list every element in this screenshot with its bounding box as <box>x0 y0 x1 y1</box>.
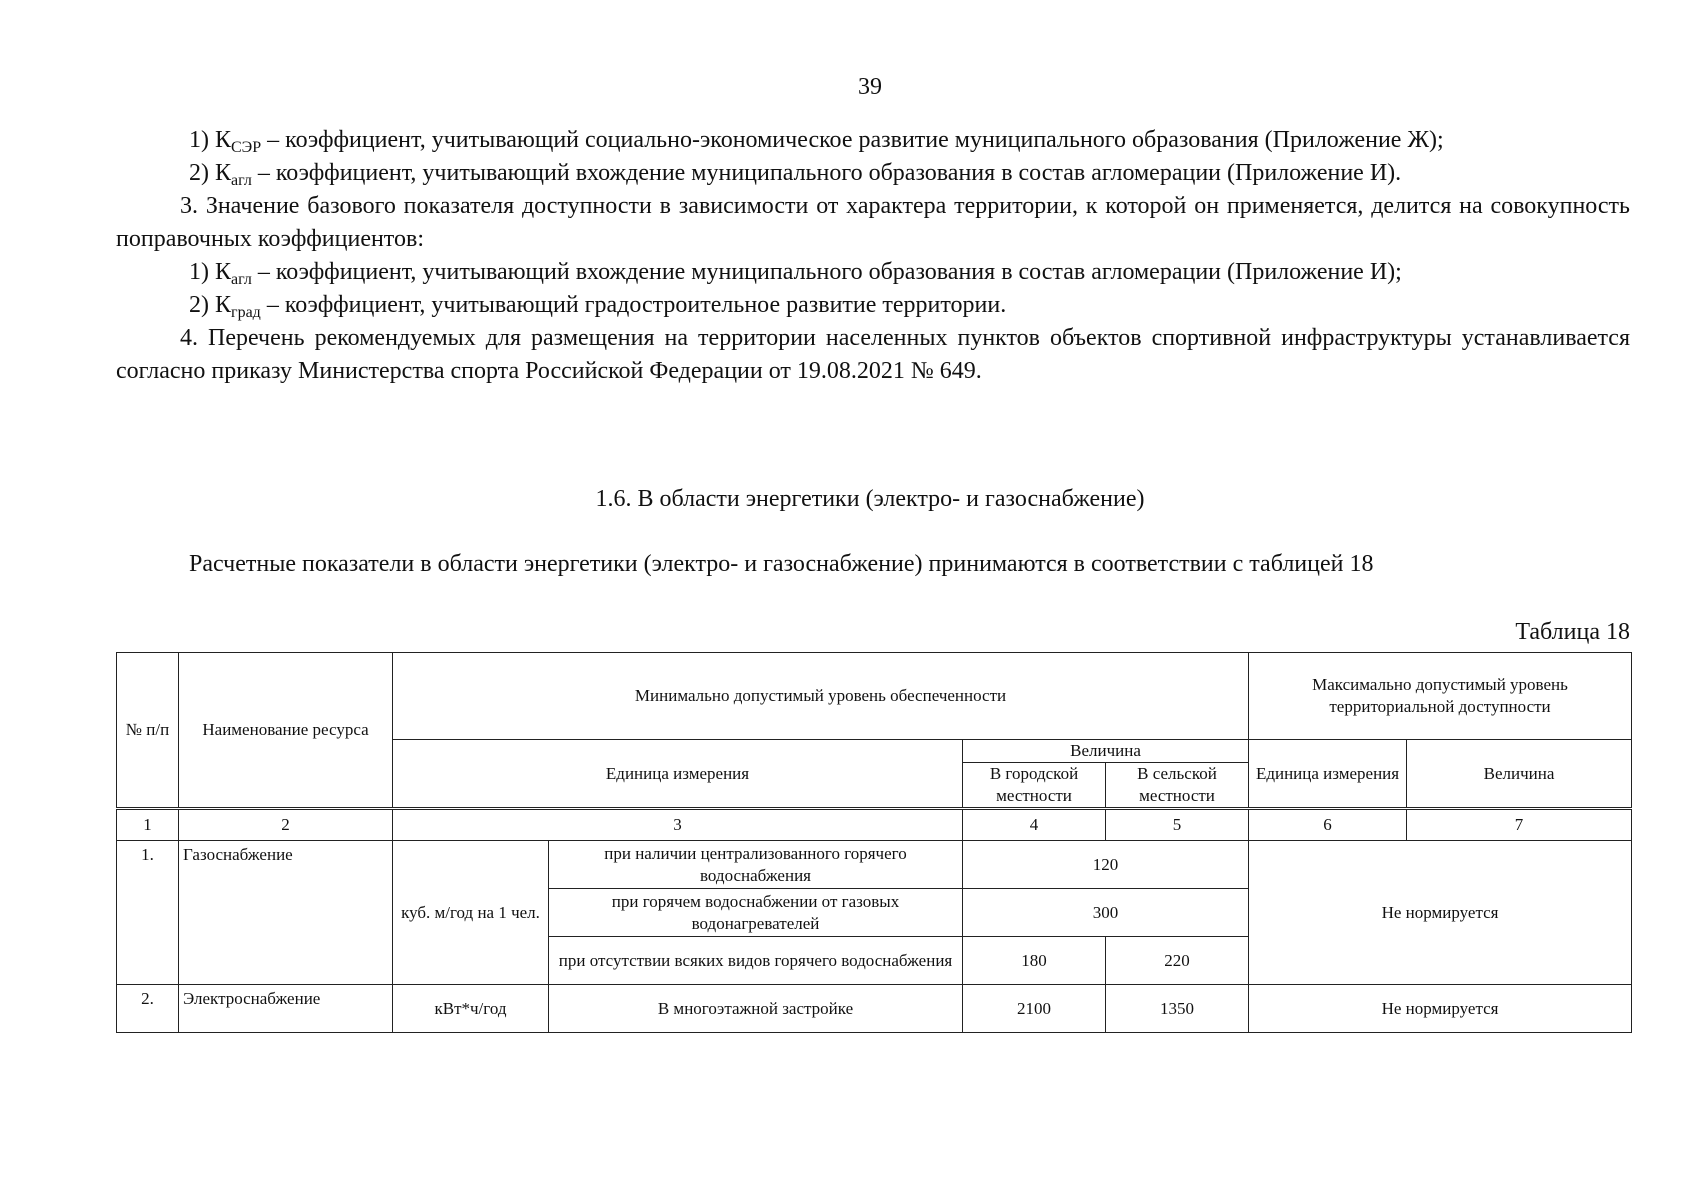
electric-urban: 2100 <box>963 985 1106 1033</box>
electric-rural: 1350 <box>1106 985 1249 1033</box>
col-number: 1 <box>117 809 179 841</box>
header-unit: Единица измерения <box>393 740 963 809</box>
page-number: 39 <box>858 74 882 100</box>
paragraph-kgrad: 2) $К_{град}$ – коэффициент, учитывающий градостроительное развитие территории. <box>189 292 1007 321</box>
col-number: 7 <box>1407 809 1632 841</box>
paragraph-ksep: 1) $К_{СЭР}$ – коэффициент, учитывающий социально-экономическое развитие муниципального образования (Приложение Ж); <box>189 127 1444 156</box>
header-resource: Наименование ресурса <box>179 653 393 809</box>
header-value-2: Величина <box>1407 740 1632 809</box>
paragraph-kagl-2: 1) $К_{агл}$ – коэффициент, учитывающий вхождение муниципального образования в состав агломерации (Приложение И); <box>189 259 1402 288</box>
header-rural: В сельской местности <box>1106 763 1249 809</box>
electric-num: 2. <box>117 985 179 1033</box>
gas-condition-2: при горячем водоснабжении от газовых водонагревателей <box>549 889 963 937</box>
col-number: 4 <box>963 809 1106 841</box>
header-value: Величина <box>963 740 1249 763</box>
col-number: 2 <box>179 809 393 841</box>
gas-condition-3: при отсутствии всяких видов горячего водоснабжения <box>549 937 963 985</box>
electric-name: Электроснабжение <box>179 985 393 1033</box>
header-urban: В городской местности <box>963 763 1106 809</box>
col-number: 5 <box>1106 809 1249 841</box>
header-max-access: Максимально допустимый уровень территориальной доступности <box>1249 653 1632 740</box>
col-number: 3 <box>393 809 963 841</box>
section-heading: 1.6. В области энергетики (электро- и газоснабжение) <box>595 486 1145 512</box>
paragraph-kagl: 2) $К_{агл}$ – коэффициент, учитывающий вхождение муниципального образования в состав агломерации (Приложение И). <box>189 160 1402 189</box>
table-caption: Таблица 18 <box>1515 619 1630 645</box>
gas-unit: куб. м/год на 1 чел. <box>393 841 549 985</box>
col-number: 6 <box>1249 809 1407 841</box>
gas-urban-3: 180 <box>963 937 1106 985</box>
body-text <box>116 124 1630 388</box>
header-min-level: Минимально допустимый уровень обеспеченности <box>393 653 1249 740</box>
gas-condition-1: при наличии централизованного горячего водоснабжения <box>549 841 963 889</box>
electric-condition: В многоэтажной застройке <box>549 985 963 1033</box>
paragraph-item-4: 4. Перечень рекомендуемых для размещения на территории населенных пунктов объектов спортивной инфраструктуры устанавливается согласно приказу Министерства спорта Российской Федерации от 19.08.2021 № 649. <box>116 325 1630 384</box>
gas-access: Не нормируется <box>1249 841 1632 985</box>
electric-unit: кВт*ч/год <box>393 985 549 1033</box>
gas-rural-3: 220 <box>1106 937 1249 985</box>
gas-value-1: 120 <box>963 841 1249 889</box>
electric-access: Не нормируется <box>1249 985 1632 1033</box>
header-num: № п/п <box>117 653 179 809</box>
section-intro: Расчетные показатели в области энергетики (электро- и газоснабжение) принимаются в соответствии с таблицей 18 <box>189 551 1374 577</box>
gas-value-2: 300 <box>963 889 1249 937</box>
gas-num: 1. <box>117 841 179 985</box>
table-18 <box>116 652 1632 1033</box>
paragraph-item-3: 3. Значение базового показателя доступности в зависимости от характера территории, к которой он применяется, делится на совокупность поправочных коэффициентов: <box>116 193 1630 252</box>
gas-name: Газоснабжение <box>179 841 393 985</box>
header-unit-2: Единица измерения <box>1249 740 1407 809</box>
